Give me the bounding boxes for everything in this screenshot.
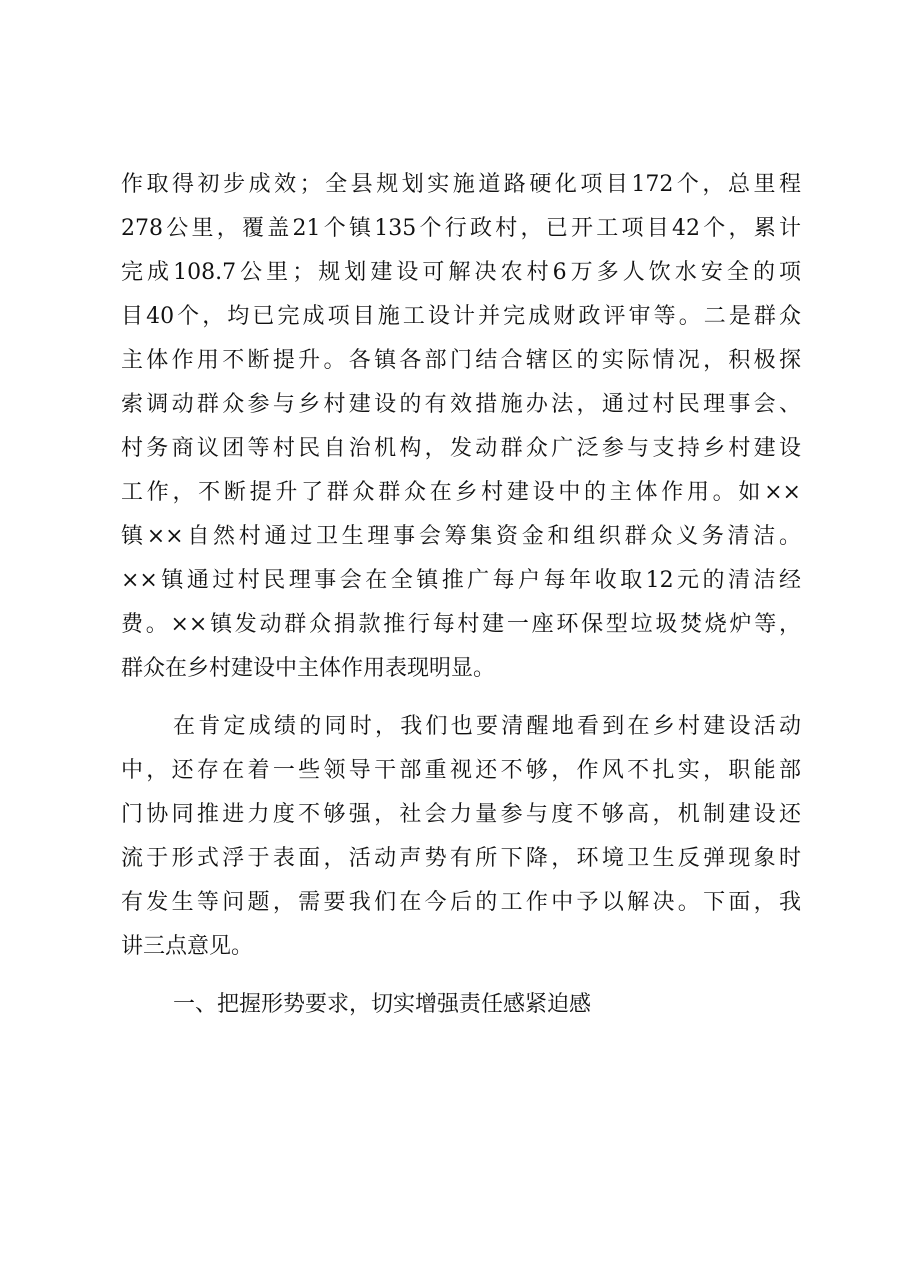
paragraph-1-line-10: ××镇通过村民理事会在全镇推广每户每年收取12元的清洁经 bbox=[121, 568, 801, 593]
paragraph-2-line-5: 有发生等问题，需要我们在今后的工作中予以解决。下面，我 bbox=[121, 890, 801, 915]
paragraph-2-line-3: 门协同推进力度不够强，社会力量参与度不够高，机制建设还 bbox=[121, 802, 801, 827]
section-heading: 一、把握形势要求，切实增强责任感紧迫感 bbox=[173, 992, 592, 1017]
paragraph-1-line-12: 群众在乡村建设中主体作用表现明显。 bbox=[121, 656, 496, 681]
paragraph-1-line-3: 完成108.7公里；规划建设可解决农村6万多人饮水安全的项 bbox=[121, 260, 801, 285]
paragraph-1-line-9: 镇××自然村通过卫生理事会筹集资金和组织群众义务清洁。 bbox=[121, 524, 801, 549]
paragraph-1-line-5: 主体作用不断提升。各镇各部门结合辖区的实际情况，积极探 bbox=[121, 348, 801, 373]
paragraph-1-line-11: 费。××镇发动群众捐款推行每村建一座环保型垃圾焚烧炉等， bbox=[121, 612, 801, 637]
paragraph-1-line-6: 索调动群众参与乡村建设的有效措施办法，通过村民理事会、 bbox=[121, 392, 801, 417]
paragraph-1-line-4: 目40个，均已完成项目施工设计并完成财政评审等。二是群众 bbox=[121, 304, 801, 329]
paragraph-2-line-1: 在肯定成绩的同时，我们也要清醒地看到在乡村建设活动 bbox=[173, 714, 801, 739]
paragraph-1-line-2: 278公里，覆盖21个镇135个行政村，已开工项目42个，累计 bbox=[121, 216, 801, 241]
paragraph-2-line-2: 中，还存在着一些领导干部重视还不够，作风不扎实，职能部 bbox=[121, 758, 801, 783]
paragraph-2-line-6: 讲三点意见。 bbox=[121, 934, 254, 959]
paragraph-1-line-1: 作取得初步成效；全县规划实施道路硬化项目172个，总里程 bbox=[121, 172, 801, 197]
paragraph-1-line-8: 工作，不断提升了群众群众在乡村建设中的主体作用。如×× bbox=[121, 480, 801, 505]
paragraph-2-line-4: 流于形式浮于表面，活动声势有所下降，环境卫生反弹现象时 bbox=[121, 846, 801, 871]
paragraph-1-line-7: 村务商议团等村民自治机构，发动群众广泛参与支持乡村建设 bbox=[121, 436, 801, 461]
